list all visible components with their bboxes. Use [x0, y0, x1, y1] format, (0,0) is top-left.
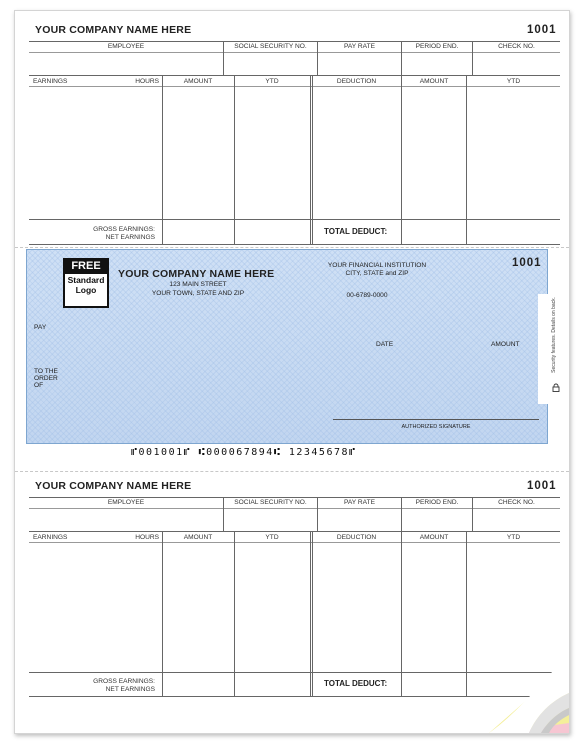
net-earnings-label: NET EARNINGS [105, 234, 155, 241]
stub2-header-pay-rate: PAY RATE [343, 499, 376, 506]
stub2-col-amount-2: AMOUNT [419, 534, 449, 541]
col-ytd: YTD [265, 78, 279, 85]
col-deduction: DEDUCTION [336, 78, 377, 85]
to-the-label: TO THE [34, 368, 58, 375]
col-amount: AMOUNT [183, 78, 213, 85]
col-hours: HOURS [135, 78, 159, 85]
security-features-text: Security features. Details on back. [551, 297, 557, 373]
header-period-end: PERIOD END. [415, 43, 459, 50]
stub2-col-earnings: EARNINGS [33, 534, 68, 541]
routing-fraction: 00-6789-0000 [346, 292, 388, 299]
check-company-name: YOUR COMPANY NAME HERE [118, 268, 275, 280]
col-ytd-2: YTD [506, 78, 521, 85]
authorized-signature-label: AUTHORIZED SIGNATURE [401, 424, 471, 430]
of-label: OF [34, 382, 44, 389]
logo-line2: Logo [75, 284, 97, 295]
padlock-icon [552, 383, 560, 392]
header-pay-rate: PAY RATE [343, 43, 376, 50]
header-check-no: CHECK NO. [498, 43, 535, 50]
logo-free: FREE [65, 260, 107, 274]
total-deduct-label: TOTAL DEDUCT: [324, 227, 388, 236]
col-amount-2: AMOUNT [419, 78, 449, 85]
check-town: YOUR TOWN, STATE AND ZIP [151, 290, 245, 297]
perforation-bottom [15, 471, 569, 472]
header-employee: EMPLOYEE [107, 43, 145, 50]
stub2-col-ytd-2: YTD [506, 534, 521, 541]
pay-label: PAY [34, 324, 47, 331]
stub2-col-hours: HOURS [135, 534, 159, 541]
check-body [26, 249, 548, 444]
logo-line1: Standard [67, 275, 105, 285]
check-number: 1001 [512, 257, 542, 269]
stub2-col-deduction: DEDUCTION [336, 534, 377, 541]
check-form-page [14, 10, 570, 734]
logo-placeholder [63, 258, 109, 308]
stub2-check-number: 1001 [527, 480, 557, 492]
check-street: 123 MAIN STREET [169, 281, 227, 288]
stub2-header-ssn: SOCIAL SECURITY NO. [234, 499, 307, 506]
stub-company-name: YOUR COMPANY NAME HERE [35, 24, 192, 36]
stub2-header-check-no: CHECK NO. [498, 499, 535, 506]
stub2-company-name: YOUR COMPANY NAME HERE [35, 480, 192, 492]
date-label: DATE [376, 341, 394, 348]
bank-city: CITY, STATE and ZIP [345, 270, 409, 277]
signature-line [333, 419, 539, 420]
header-ssn: SOCIAL SECURITY NO. [234, 43, 307, 50]
col-earnings: EARNINGS [33, 78, 68, 85]
gross-earnings-label: GROSS EARNINGS: [93, 226, 155, 233]
stub-check-number: 1001 [527, 24, 557, 36]
bank-name: YOUR FINANCIAL INSTITUTION [327, 262, 427, 269]
page-curl-corner [489, 653, 569, 733]
stub2-col-amount: AMOUNT [183, 534, 213, 541]
stub2-net-earnings-label: NET EARNINGS [105, 686, 155, 693]
amount-label: AMOUNT [491, 341, 520, 348]
stub2-header-period-end: PERIOD END. [415, 499, 459, 506]
stub2-header-employee: EMPLOYEE [107, 499, 145, 506]
stub2-col-ytd: YTD [265, 534, 279, 541]
stub2-gross-earnings-label: GROSS EARNINGS: [93, 678, 155, 685]
micr-line: ⑈001001⑈ ⑆000067894⑆ 12345678⑈ [131, 447, 357, 458]
order-label: ORDER [34, 375, 58, 382]
perforation-top [15, 247, 569, 248]
stub2-total-deduct-label: TOTAL DEDUCT: [324, 679, 388, 688]
